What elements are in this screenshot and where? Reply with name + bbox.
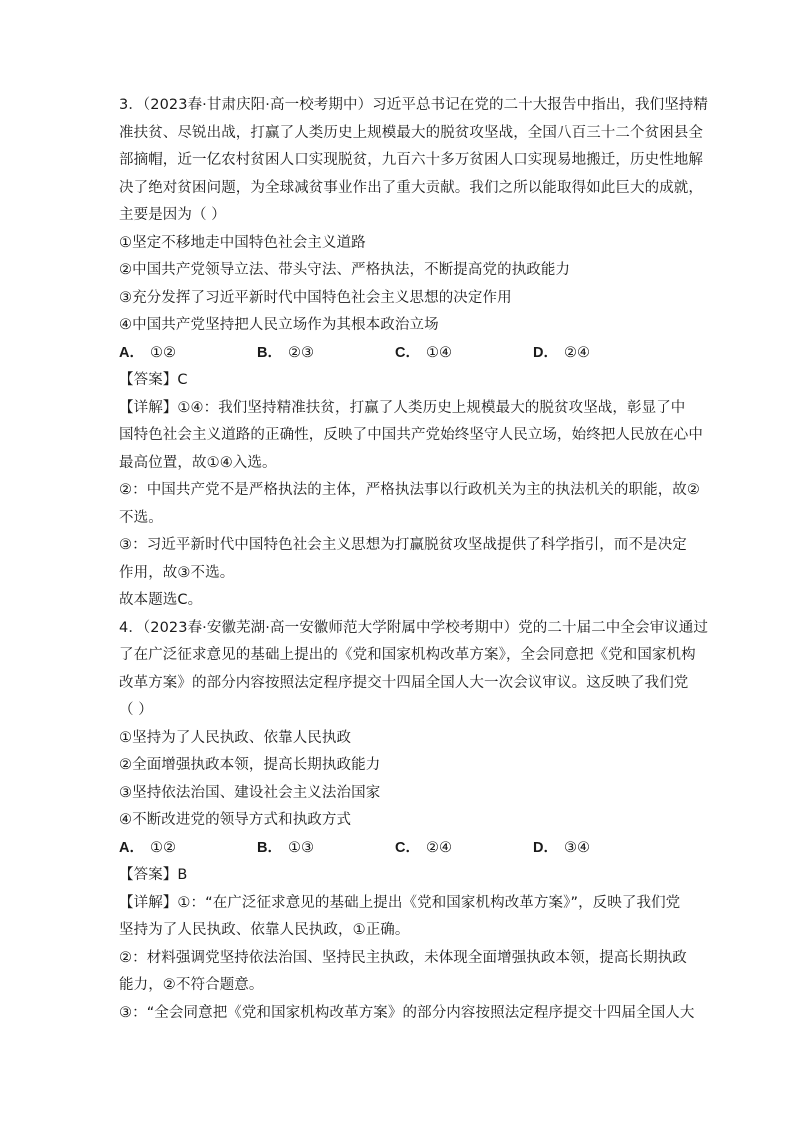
question-4-stem-line: 4．（2023春·安徽芜湖·高一安徽师范大学附属中学校考期中）党的二十届二中全会审议通过: [119, 619, 708, 636]
question-3-statement: ④中国共产党坚持把人民立场作为其根本政治立场: [119, 317, 439, 333]
question-3-explanation-line: 国特色社会主义道路的正确性，反映了中国共产党始终坚守人民立场，始终把人民放在心中: [119, 427, 703, 443]
question-4-answer: 【答案】B: [119, 867, 188, 883]
question-3-explanation-line: 故本题选C。: [119, 592, 203, 608]
option-a: [119, 835, 257, 863]
question-4-explanation-line: ③：“全会同意把《党和国家机构改革方案》的部分内容按照法定程序提交十四届全国人大: [119, 1004, 695, 1021]
option-value: ①②: [149, 839, 176, 856]
page-content: [119, 92, 708, 1027]
option-key: C．: [395, 839, 420, 856]
option-value: ②④: [563, 344, 590, 361]
question-4-stem-line: （ ）: [119, 702, 153, 718]
option-b: [257, 340, 395, 368]
option-key: B．: [257, 839, 282, 856]
option-key: C．: [395, 344, 420, 361]
question-3-explanation-line: ③：习近平新时代中国特色社会主义思想为打赢脱贫攻坚战提供了科学指引，而不是决定: [119, 537, 687, 553]
question-4-explanation-line: 【详解】①：“在广泛征求意见的基础上提出《党和国家机构改革方案》”，反映了我们党: [119, 894, 681, 911]
question-4: [119, 615, 708, 1028]
question-4-options: [119, 835, 679, 863]
option-key: D．: [533, 344, 558, 361]
question-3-explanation-line: 最高位置，故①④入选。: [119, 454, 277, 471]
option-value: ②③: [287, 344, 314, 361]
question-3-stem-line: 主要是因为（ ）: [119, 207, 226, 223]
question-3-explanation-line: 【详解】①④：我们坚持精准扶贫，打赢了人类历史上规模最大的脱贫攻坚战，彰显了中: [119, 399, 686, 416]
option-value: ①③: [287, 839, 314, 856]
question-3: [119, 92, 708, 615]
question-3-stem-line: 3．（2023春·甘肃庆阳·高一校考期中）习近平总书记在党的二十大报告中指出，我们坚持精: [119, 97, 708, 113]
option-c: [395, 340, 533, 368]
option-d: [533, 835, 671, 863]
option-a: [119, 340, 257, 368]
question-3-stem-line: 决了绝对贫困问题，为全球减贫事业作出了重大贡献。我们之所以能取得如此巨大的成就，: [119, 179, 703, 196]
question-3-stem-line: 部摘帽，近一亿农村贫困人口实现脱贫，九百六十多万贫困人口实现易地搬迁，历史性地解: [119, 152, 703, 168]
question-4-explanation-line: 坚持为了人民执政、依靠人民执政，①正确。: [119, 922, 410, 938]
question-3-statement: ③充分发挥了习近平新时代中国特色社会主义思想的决定作用: [119, 289, 512, 306]
question-3-explanation-line: 作用，故③不选。: [119, 564, 235, 581]
option-key: D．: [533, 839, 558, 856]
question-4-stem-line: 了在广泛征求意见的基础上提出的《党和国家机构改革方案》，全会同意把《党和国家机构: [119, 647, 696, 663]
question-4-statement: ①坚持为了人民执政、依靠人民执政: [119, 729, 352, 746]
question-3-explanation-line: 不选。: [119, 509, 163, 526]
option-value: ②④: [425, 839, 452, 856]
option-value: ①④: [425, 344, 452, 361]
question-4-stem-line: 改革方案》的部分内容按照法定程序提交十四届全国人大一次会议审议。这反映了我们党: [119, 674, 689, 691]
option-value: ③④: [563, 839, 590, 856]
option-key: B．: [257, 344, 282, 361]
question-4-explanation-line: ②：材料强调党坚持依法治国、坚持民主执政，未体现全面增强执政本领，提高长期执政: [119, 949, 687, 966]
question-4-explanation-line: 能力，②不符合题意。: [119, 977, 264, 993]
option-b: [257, 835, 395, 863]
question-4-statement: ③坚持依法治国、建设社会主义法治国家: [119, 784, 381, 801]
question-3-explanation-line: ②：中国共产党不是严格执法的主体，严格执法事以行政机关为主的执法机关的职能，故②: [119, 482, 700, 498]
question-4-statement: ④不断改进党的领导方式和执政方式: [119, 812, 352, 828]
question-3-options: [119, 340, 679, 368]
question-3-answer: 【答案】C: [119, 372, 188, 388]
option-d: [533, 340, 671, 368]
option-key: A．: [119, 344, 144, 361]
option-c: [395, 835, 533, 863]
question-4-statement: ②全面增强执政本领，提高长期执政能力: [119, 757, 381, 773]
question-3-stem-line: 准扶贫、尽锐出战，打赢了人类历史上规模最大的脱贫攻坚战，全国八百三十二个贫困县全: [119, 124, 703, 141]
question-3-statement: ②中国共产党领导立法、带头守法、严格执法，不断提高党的执政能力: [119, 262, 571, 278]
option-value: ①②: [149, 344, 176, 361]
option-key: A．: [119, 839, 144, 856]
question-3-statement: ①坚定不移地走中国特色社会主义道路: [119, 234, 366, 251]
